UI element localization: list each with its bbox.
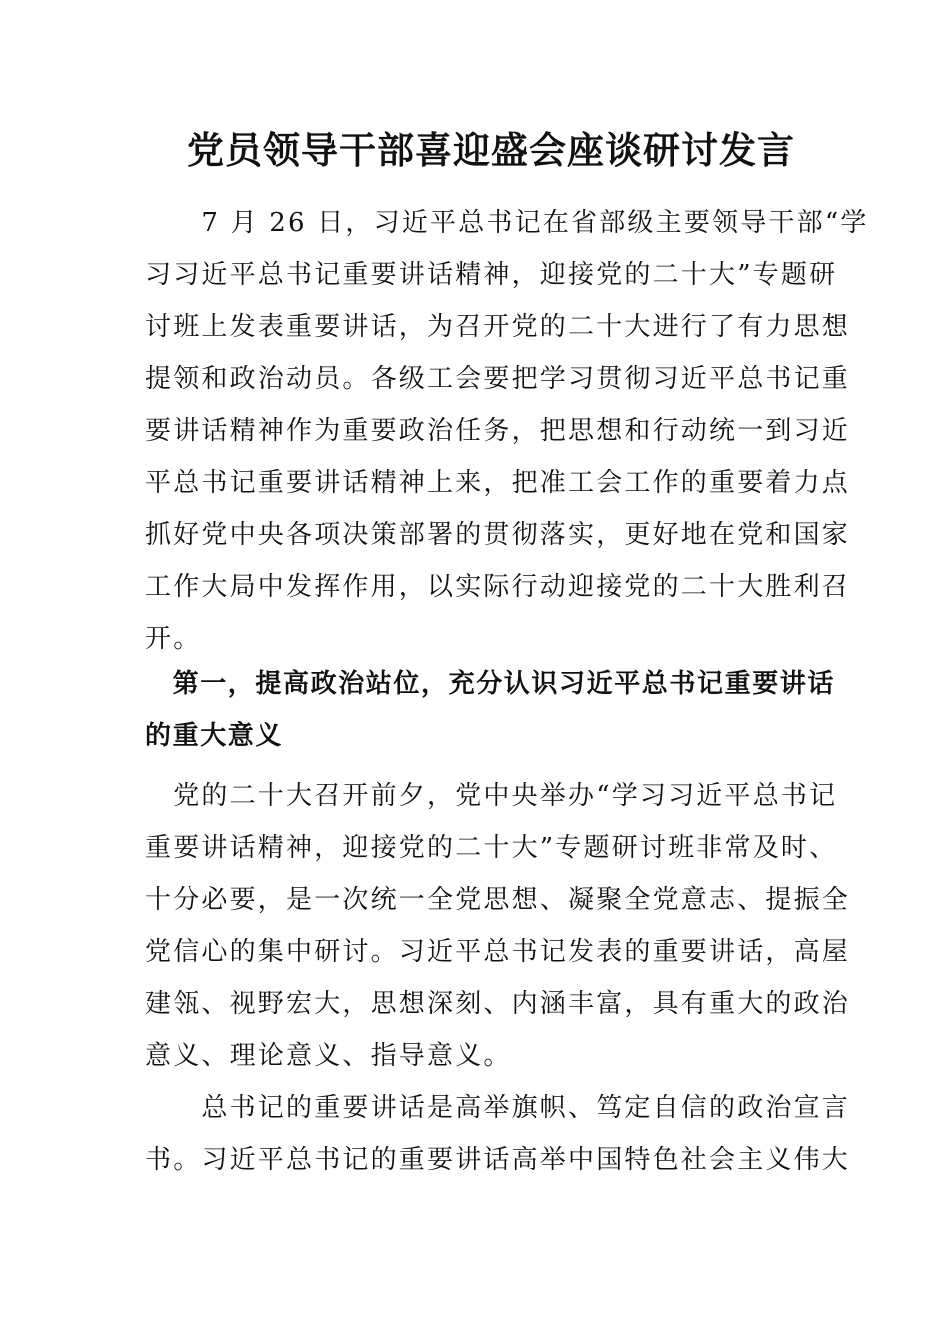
paragraph-line: 重要讲话精神，迎接党的二十大”专题研讨班非常及时、 bbox=[145, 833, 838, 863]
paragraph-line: 7 月 26 日，习近平总书记在省部级主要领导干部“学 bbox=[145, 208, 869, 238]
document-title: 党员领导干部喜迎盛会座谈研讨发言 bbox=[187, 128, 795, 172]
paragraph-line: 讨班上发表重要讲话，为召开党的二十大进行了有力思想 bbox=[145, 312, 851, 342]
paragraph-line: 意义、理论意义、指导意义。 bbox=[145, 1041, 512, 1071]
paragraph-line: 抓好党中央各项决策部署的贯彻落实，更好地在党和国家 bbox=[145, 520, 851, 550]
body-paragraph bbox=[145, 770, 851, 1082]
paragraph-line: 习习近平总书记重要讲话精神，迎接党的二十大”专题研 bbox=[145, 260, 838, 290]
paragraph-line: 十分必要，是一次统一全党思想、凝聚全党意志、提振全 bbox=[145, 885, 851, 915]
paragraph-line: 提领和政治动员。各级工会要把学习贯彻习近平总书记重 bbox=[145, 364, 851, 394]
intro-paragraph bbox=[145, 197, 869, 665]
paragraph-line: 要讲话精神作为重要政治任务，把思想和行动统一到习近 bbox=[145, 416, 851, 446]
paragraph-line: 党的二十大召开前夕，党中央举办“学习习近平总书记 bbox=[145, 781, 838, 811]
paragraph-line: 总书记的重要讲话是高举旗帜、笃定自信的政治宣言 bbox=[145, 1093, 851, 1123]
body-paragraph bbox=[145, 1082, 851, 1186]
paragraph-line: 平总书记重要讲话精神上来，把准工会工作的重要着力点 bbox=[145, 468, 851, 498]
paragraph-line: 建瓴、视野宏大，思想深刻、内涵丰富，具有重大的政治 bbox=[145, 989, 851, 1019]
paragraph-line: 开。 bbox=[145, 624, 202, 654]
paragraph-line: 党信心的集中研讨。习近平总书记发表的重要讲话，高屋 bbox=[145, 937, 851, 967]
heading-line: 的重大意义 bbox=[145, 721, 284, 751]
paragraph-line: 书。习近平总书记的重要讲话高举中国特色社会主义伟大 bbox=[145, 1145, 851, 1175]
heading-line: 第一，提高政治站位，充分认识习近平总书记重要讲话 bbox=[145, 669, 836, 699]
paragraph-line: 工作大局中发挥作用，以实际行动迎接党的二十大胜利召 bbox=[145, 572, 851, 602]
section-heading bbox=[145, 658, 836, 762]
